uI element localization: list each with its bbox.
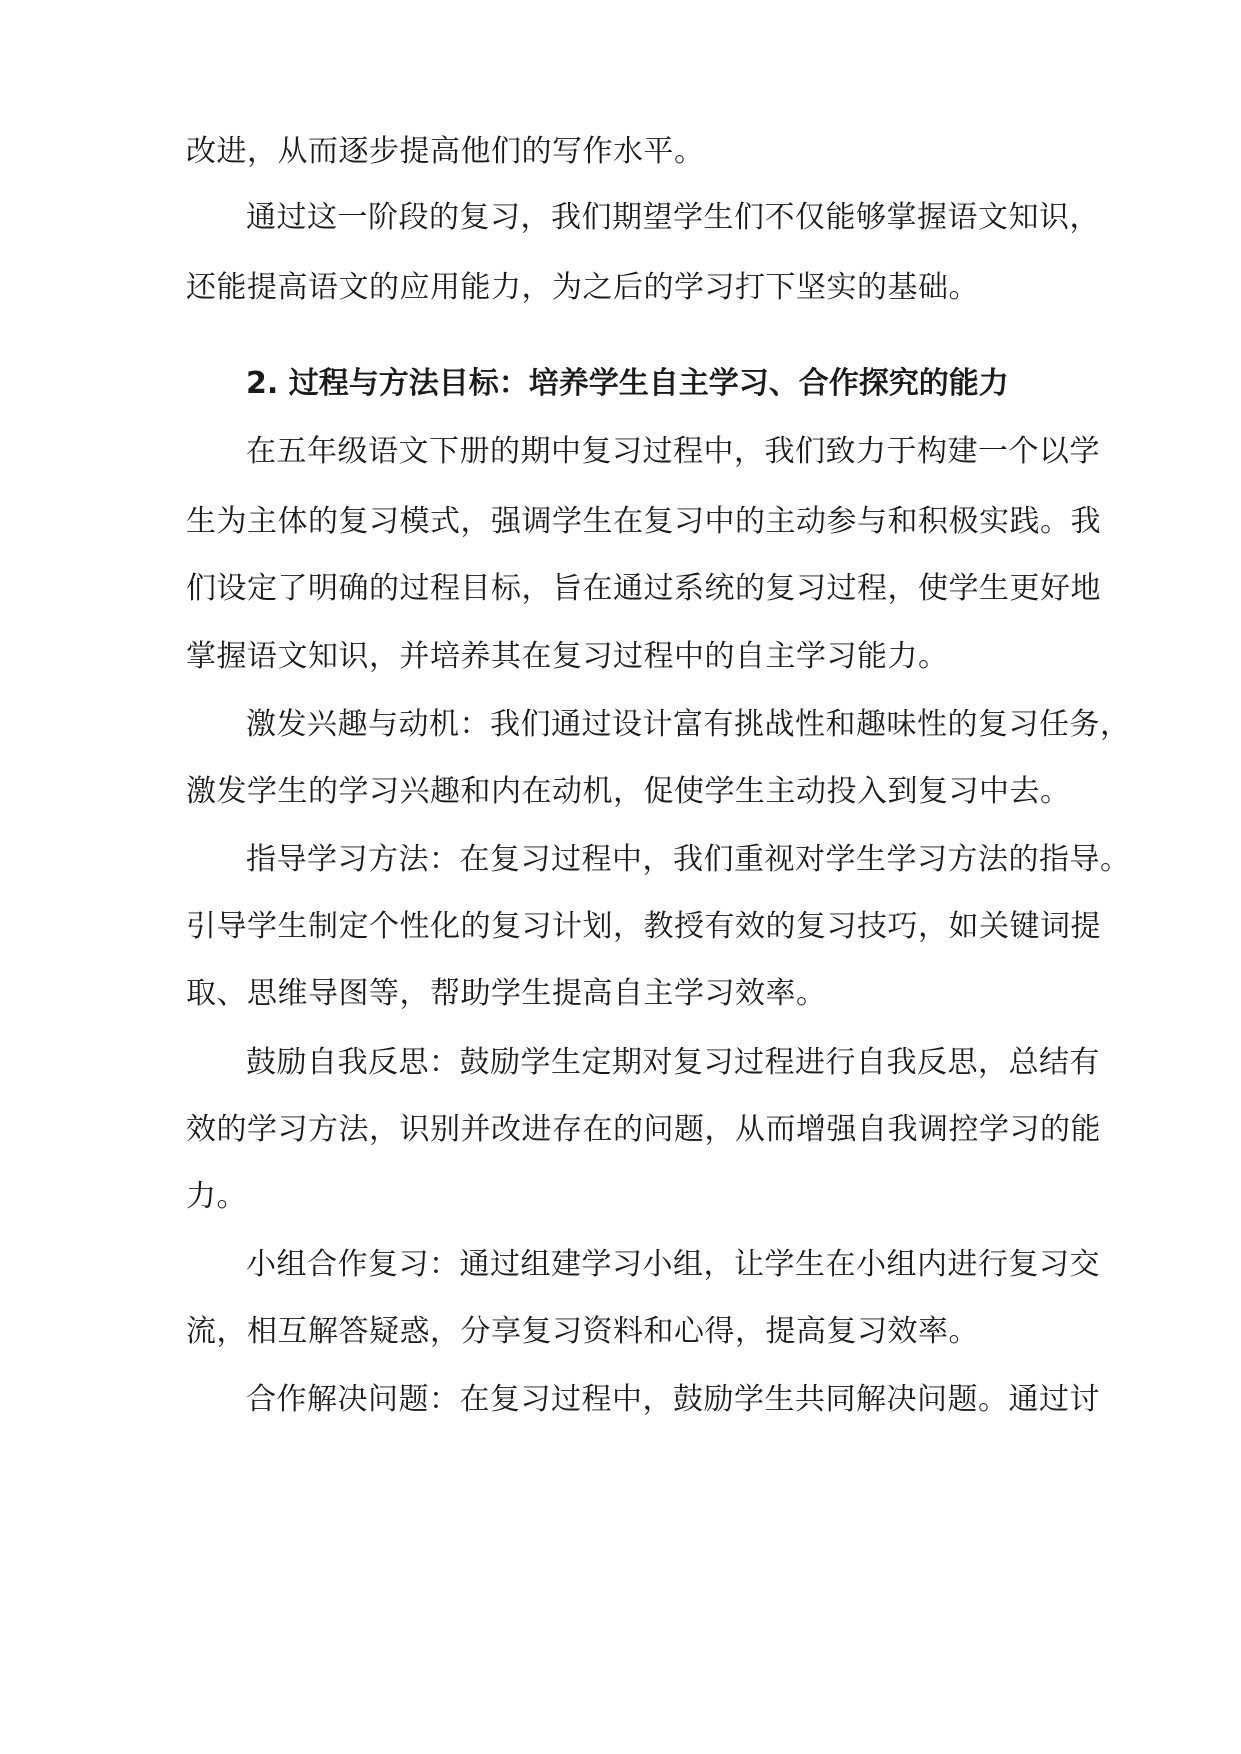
text-line: 效的学习方法，识别并改进存在的问题，从而增强自我调控学习的能 [186,1112,1101,1147]
paragraph-start: 激发兴趣与动机：我们通过设计富有挑战性和趣味性的复习任务， [246,707,1131,742]
text-line: 掌握语文知识，并培养其在复习过程中的自主学习能力。 [186,639,949,674]
paragraph-start: 小组合作复习：通过组建学习小组，让学生在小组内进行复习交 [246,1247,1100,1282]
paragraph-start: 在五年级语文下册的期中复习过程中，我们致力于构建一个以学 [246,434,1100,469]
text-line: 力。 [186,1179,247,1214]
text-line: 们设定了明确的过程目标，旨在通过系统的复习过程，使学生更好地 [186,571,1101,606]
section-heading: 2. 过程与方法目标：培养学生自主学习、合作探究的能力 [246,366,1009,401]
paragraph-start: 通过这一阶段的复习，我们期望学生们不仅能够掌握语文知识， [246,200,1100,235]
text-line: 取、思维导图等，帮助学生提高自主学习效率。 [186,976,827,1011]
paragraph-start: 指导学习方法：在复习过程中，我们重视对学生学习方法的指导。 [246,842,1131,877]
text-line: 改进，从而逐步提高他们的写作水平。 [186,134,705,169]
text-line: 激发学生的学习兴趣和内在动机，促使学生主动投入到复习中去。 [186,774,1071,809]
text-line: 引导学生制定个性化的复习计划，教授有效的复习技巧，如关键词提 [186,909,1101,944]
text-line: 流，相互解答疑惑，分享复习资料和心得，提高复习效率。 [186,1314,979,1349]
paragraph-start: 鼓励自我反思：鼓励学生定期对复习过程进行自我反思，总结有 [246,1045,1100,1080]
text-line: 生为主体的复习模式，强调学生在复习中的主动参与和积极实践。我 [186,504,1101,539]
paragraph-start: 合作解决问题：在复习过程中，鼓励学生共同解决问题。通过讨 [246,1382,1100,1417]
text-line: 还能提高语文的应用能力，为之后的学习打下坚实的基础。 [186,270,979,305]
